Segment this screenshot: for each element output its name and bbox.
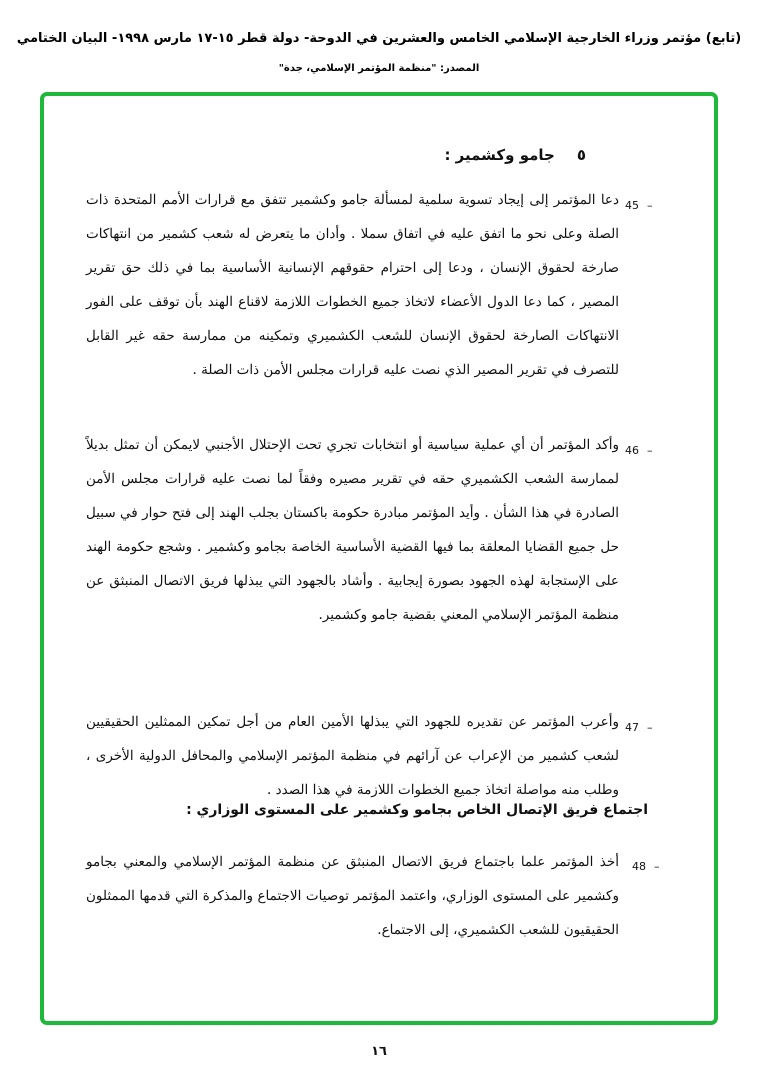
paragraph-number-45 xyxy=(625,199,675,212)
page-number: ١٦ xyxy=(371,1044,387,1059)
paragraph-48: أخذ المؤتمر علما باجتماع فريق الاتصال المنبثق عن منظمة المؤتمر الإسلامي والمعني بجامو وكشمير على المستوى الوزاري، واعتمد المؤتمر توصيات الاجتماع والمذكرة التي قدمها الممثلون الحقيقيون للشعب الكشميري، إلى الاجتماع. xyxy=(86,854,619,938)
document-title: (تابع) مؤتمر وزراء الخارجية الإسلامي الخامس والعشرين في الدوحة- دولة قطر ١٥-١٧ مارس ١٩٩٨- البيان الختامي xyxy=(16,31,742,46)
paragraph-number-label: 45 xyxy=(625,199,639,212)
document-source: المصدر: "منظمة المؤتمر الإسلامي، جدة" xyxy=(278,63,480,74)
paragraph-number-label: 48 xyxy=(632,860,646,873)
paragraph-number-label: 46 xyxy=(625,444,639,457)
paragraph-dash: – xyxy=(654,860,660,873)
paragraph-dash: – xyxy=(647,721,653,734)
subheading-contact-group: اجتماع فريق الإتصال الخاص بجامو وكشمير على المستوى الوزاري : xyxy=(186,802,648,818)
paragraph-46: وأكد المؤتمر أن أي عملية سياسية أو انتخابات تجري تحت الإحتلال الأجنبي لايمكن أن تمثل بديلاً لممارسة الشعب الكشميري حقه في تقرير مصيره وفقاً لما نصت عليه قرارات مجلس الأمن الصادرة في هذا الشأن . وأيد المؤتمر مبادرة حكومة باكستان بجلب الهند إلى فتح حوار في سبيل حل جميع القضايا المعلقة بما فيها القضية الأساسية الخاصة بجامو وكشمير . وشجع حكومة الهند على الإستجابة لهذه الجهود بصورة إيجابية . وأشاد بالجهود التي يبذلها فريق الاتصال المنبثق عن منظمة المؤتمر الإسلامي المعني بقضية جامو وكشمير. xyxy=(86,437,619,623)
section-heading xyxy=(444,146,586,164)
section-title: جامو وكشمير : xyxy=(444,146,555,164)
section-number: ٥ xyxy=(576,146,586,164)
paragraph-number-48 xyxy=(632,860,682,873)
paragraph-47: وأعرب المؤتمر عن تقديره للجهود التي يبذلها الأمين العام من أجل تمكين الممثلين الحقيقيين لشعب كشمير من الإعراب عن آرائهم في منظمة المؤتمر الإسلامي والمحافل الدولية الأخرى ، وطلب منه مواصلة اتخاذ جميع الخطوات اللازمة في هذا الصدد . xyxy=(86,714,619,798)
paragraph-number-46 xyxy=(625,444,675,457)
paragraph-45: دعا المؤتمر إلى إيجاد تسوية سلمية لمسألة جامو وكشمير تتفق مع قرارات الأمم المتحدة ذات الصلة وعلى نحو ما اتفق عليه في اتفاق سملا . وأدان ما يتعرض له شعب كشمير من انتهاكات صارخة لحقوق الإنسان ، ودعا إلى احترام حقوقهم الإنسانية الأساسية بما في ذلك حق تقرير المصير ، كما دعا الدول الأعضاء لاتخاذ جميع الخطوات اللازمة لاقناع الهند بأن توقف على الفور الانتهاكات الصارخة لحقوق الإنسان للشعب الكشميري وتمكينه من ممارسة حقه غير القابل للتصرف في تقرير المصير الذي نصت عليه قرارات مجلس الأمن ذات الصلة . xyxy=(86,192,619,378)
paragraph-dash: – xyxy=(647,444,653,457)
paragraph-number-label: 47 xyxy=(625,721,639,734)
paragraph-dash: – xyxy=(647,199,653,212)
paragraph-number-47 xyxy=(625,721,675,734)
